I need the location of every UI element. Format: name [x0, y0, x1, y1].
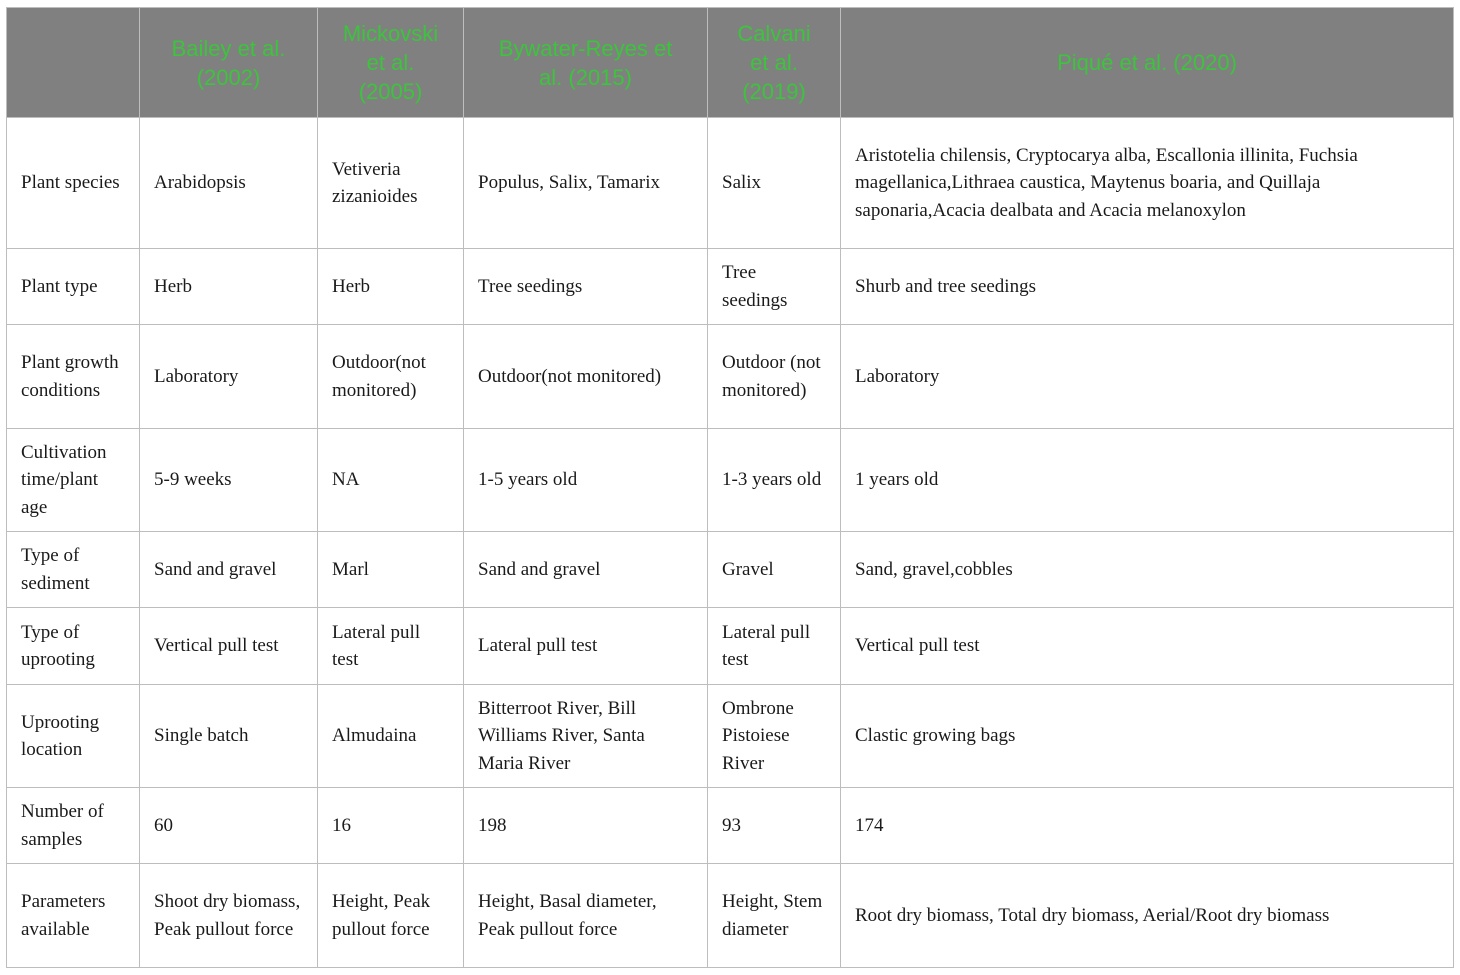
row-label: Parameters available: [7, 864, 140, 968]
table-cell: Lateral pull test: [708, 608, 841, 685]
table-row: [7, 532, 1454, 608]
row-label: Plant type: [7, 249, 140, 325]
table-cell: Tree seedings: [708, 249, 841, 325]
table-cell: Height, Basal diameter, Peak pullout force: [464, 864, 708, 968]
table-cell: Almudaina: [318, 685, 464, 788]
header-mickovski-2005: Mickovski et al. (2005): [318, 8, 464, 118]
table-cell: NA: [318, 429, 464, 532]
table-cell: Laboratory: [140, 325, 318, 429]
table-row: [7, 788, 1454, 864]
comparison-table: [6, 7, 1454, 968]
table-cell: Root dry biomass, Total dry biomass, Aerial/Root dry biomass: [841, 864, 1454, 968]
table-row: [7, 249, 1454, 325]
table-cell: Laboratory: [841, 325, 1454, 429]
table-cell: Arabidopsis: [140, 118, 318, 249]
table-cell: Sand and gravel: [464, 532, 708, 608]
table-cell: 174: [841, 788, 1454, 864]
table-cell: Shurb and tree seedings: [841, 249, 1454, 325]
row-label: Cultivation time/plant age: [7, 429, 140, 532]
table-cell: Height, Peak pullout force: [318, 864, 464, 968]
table-cell: 1 years old: [841, 429, 1454, 532]
header-pique-2020: Piqué et al. (2020): [841, 8, 1454, 118]
table-cell: 198: [464, 788, 708, 864]
table-cell: Height, Stem diameter: [708, 864, 841, 968]
table-cell: Outdoor (not monitored): [708, 325, 841, 429]
table-cell: Aristotelia chilensis, Cryptocarya alba, Escallonia illinita, Fuchsia magellanica,Lithraea caustica, Maytenus boaria, and Quillaja saponaria,Acacia dealbata and Acacia melanoxylon: [841, 118, 1454, 249]
row-label: Plant species: [7, 118, 140, 249]
row-label: Uprooting location: [7, 685, 140, 788]
table-cell: Salix: [708, 118, 841, 249]
table-row: [7, 118, 1454, 249]
table-row: [7, 685, 1454, 788]
table-cell: Outdoor(not monitored): [464, 325, 708, 429]
table-cell: 60: [140, 788, 318, 864]
table-cell: 1-3 years old: [708, 429, 841, 532]
table-cell: 5-9 weeks: [140, 429, 318, 532]
row-label: Type of uprooting: [7, 608, 140, 685]
header-row: [7, 8, 1454, 118]
table-cell: Marl: [318, 532, 464, 608]
table-cell: Tree seedings: [464, 249, 708, 325]
table-cell: Vetiveria zizanioides: [318, 118, 464, 249]
table-cell: Sand and gravel: [140, 532, 318, 608]
table-cell: Herb: [318, 249, 464, 325]
table-cell: Single batch: [140, 685, 318, 788]
table-row: [7, 608, 1454, 685]
table-cell: Outdoor(not monitored): [318, 325, 464, 429]
row-label: Type of sediment: [7, 532, 140, 608]
table-cell: Lateral pull test: [464, 608, 708, 685]
table-cell: Clastic growing bags: [841, 685, 1454, 788]
table-cell: Populus, Salix, Tamarix: [464, 118, 708, 249]
table-cell: Lateral pull test: [318, 608, 464, 685]
header-corner: [7, 8, 140, 118]
header-bailey-2002: Bailey et al. (2002): [140, 8, 318, 118]
table-cell: 1-5 years old: [464, 429, 708, 532]
row-label: Plant growth conditions: [7, 325, 140, 429]
header-calvani-2019: Calvani et al. (2019): [708, 8, 841, 118]
table-row: [7, 864, 1454, 968]
row-label: Number of samples: [7, 788, 140, 864]
table-cell: Vertical pull test: [140, 608, 318, 685]
table-cell: Gravel: [708, 532, 841, 608]
table-row: [7, 429, 1454, 532]
table-cell: Bitterroot River, Bill Williams River, Santa Maria River: [464, 685, 708, 788]
table-cell: 16: [318, 788, 464, 864]
header-bywater-reyes-2015: Bywater-Reyes et al. (2015): [464, 8, 708, 118]
table-row: [7, 325, 1454, 429]
table-cell: Vertical pull test: [841, 608, 1454, 685]
table-cell: Sand, gravel,cobbles: [841, 532, 1454, 608]
table-cell: Herb: [140, 249, 318, 325]
table-cell: Shoot dry biomass, Peak pullout force: [140, 864, 318, 968]
table-cell: 93: [708, 788, 841, 864]
table-cell: Ombrone Pistoiese River: [708, 685, 841, 788]
